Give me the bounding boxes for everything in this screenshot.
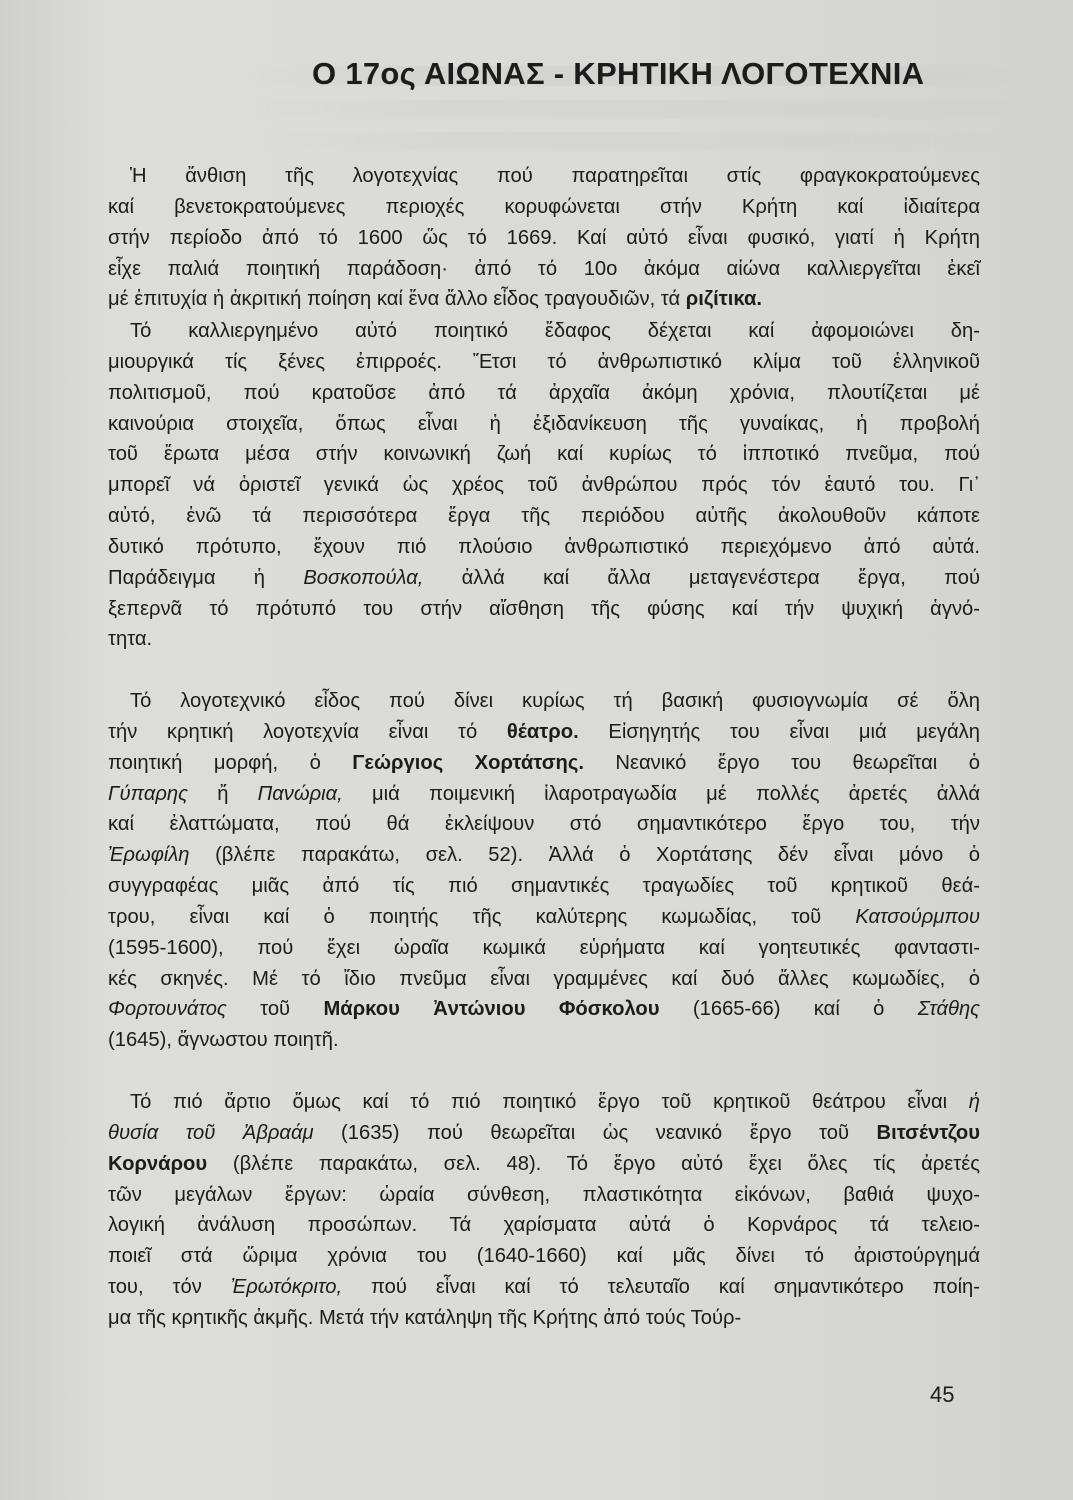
text-line — [108, 378, 980, 409]
italic-text: Πανώρια, — [257, 782, 343, 805]
text-run: καί ἐλαττώματα, πού θά ἐκλείψουν στό σημαντικότερο ἔργο του, τήν — [108, 813, 980, 836]
italic-text: Φορτουνάτος — [108, 998, 227, 1021]
bold-text: Γεώργιος Χορτάτσης. — [352, 751, 584, 774]
italic-text: ἡ — [968, 1091, 980, 1113]
text-line — [108, 964, 980, 995]
text-line — [108, 871, 980, 902]
text-run: εἶχε παλιά ποιητική παράδοση· ἀπό τό 10ο ἀκόμα αἰώνα καλλιεργεῖται ἐκεῖ — [108, 257, 980, 280]
text-line — [108, 779, 980, 810]
italic-text: Στάθης — [917, 998, 980, 1021]
text-run: μα τῆς κρητικῆς ἀκμῆς. Μετά τήν κατάληψη τῆς Κρήτης ἀπό τούς Τούρ- — [108, 1306, 742, 1329]
text-line — [108, 223, 980, 254]
text-run: του, τόν — [108, 1276, 231, 1299]
text-run: (βλέπε παρακάτω, σελ. 48). Τό ἔργο αὐτό ἔχει ὅλες τίς ἀρετές — [207, 1152, 980, 1175]
bold-text: Κορνάρου — [108, 1152, 208, 1175]
text-run: τήν κρητική λογοτεχνία εἶναι τό — [108, 720, 507, 743]
text-run: τητα. — [108, 628, 153, 651]
text-line — [108, 409, 980, 440]
italic-text: Ἐρωτόκριτο, — [230, 1276, 343, 1299]
text-line — [108, 594, 980, 625]
italic-text: Γύπαρης — [108, 782, 188, 805]
text-line — [108, 624, 980, 655]
text-run: ποιητική μορφή, ὁ — [108, 751, 353, 774]
text-line — [108, 254, 980, 285]
text-run: μιουργικά τίς ξένες ἐπιρροές. Ἔτσι τό ἀνθρωπιστικό κλίμα τοῦ ἑλληνικοῦ — [108, 350, 980, 373]
text-line — [108, 1025, 980, 1056]
paragraph-influences — [108, 316, 980, 655]
text-line — [108, 1303, 980, 1334]
text-line — [108, 748, 980, 779]
text-line — [108, 532, 980, 563]
text-run: Παράδειγμα ἡ — [108, 566, 304, 589]
italic-text: Ἐρωφίλη — [108, 844, 190, 867]
text-run: συγγραφέας μιᾶς ἀπό τίς πιό σημαντικές τραγωδίες τοῦ κρητικοῦ θεά- — [108, 875, 980, 898]
text-line — [108, 1149, 980, 1180]
text-line — [108, 192, 980, 223]
text-run: πολιτισμοῦ, πού κρατοῦσε ἀπό τά ἀρχαῖα ἀκόμη χρόνια, πλουτίζεται μέ — [108, 381, 980, 404]
text-line — [108, 316, 980, 347]
bold-text: Βιτσέντζου — [876, 1121, 980, 1144]
italic-text: θυσία τοῦ Ἀβραάμ — [108, 1121, 314, 1144]
text-run: στήν περίοδο ἀπό τό 1600 ὥς τό 1669. Καί αὐτό εἶναι φυσικό, γιατί ἡ Κρήτη — [108, 226, 980, 249]
paragraph-theatre — [108, 686, 980, 1056]
text-line — [108, 161, 980, 192]
text-line — [108, 501, 980, 532]
text-line — [108, 284, 980, 315]
text-line — [108, 902, 980, 933]
bold-text: ριζίτικα. — [685, 288, 763, 311]
text-line — [108, 1210, 980, 1241]
text-run: (βλέπε παρακάτω, σελ. 52). Ἀλλά ὁ Χορτάτσης δέν εἶναι μόνο ὁ — [189, 844, 980, 867]
text-line — [108, 933, 980, 964]
text-line — [108, 1241, 980, 1272]
text-run: Τό λογοτεχνικό εἶδος πού δίνει κυρίως τή βασική φυσιογνωμία σέ ὅλη — [130, 690, 980, 712]
text-run: (1595-1600), πού ἔχει ὡραῖα κωμικά εὑρήματα καί γοητευτικές φανταστι- — [108, 936, 980, 959]
text-line — [108, 840, 980, 871]
text-run: μέ ἐπιτυχία ἡ ἀκριτική ποίηση καί ἕνα ἄλλο εἶδος τραγουδιῶν, τά — [108, 288, 686, 311]
text-line — [108, 717, 980, 748]
text-run: Τό καλλιεργημένο αὐτό ποιητικό ἔδαφος δέχεται καί ἀφομοιώνει δη- — [130, 320, 980, 342]
italic-text: Κατσούρμπου — [855, 905, 980, 928]
text-run: ἤ — [187, 782, 258, 805]
text-run: τρου, εἶναι καί ὁ ποιητής τῆς καλύτερης κωμωδίας, τοῦ — [108, 905, 856, 928]
text-run: λογική ἀνάλυση προσώπων. Τά χαρίσματα αὐτά ὁ Κορνάρος τά τελειο- — [108, 1214, 980, 1237]
text-run: καινούρια στοιχεῖα, ὅπως εἶναι ἡ ἐξιδανίκευση τῆς γυναίκας, ἡ προβολή — [108, 412, 980, 435]
text-run: καί βενετοκρατούμενες περιοχές κορυφώνεται στήν Κρήτη καί ἰδιαίτερα — [108, 195, 980, 218]
text-line — [108, 994, 980, 1025]
text-run: ἀλλά καί ἄλλα μεταγενέστερα ἔργα, πού — [423, 566, 981, 589]
text-run: (1645), ἄγνωστου ποιητῆ. — [108, 1029, 339, 1052]
text-line — [108, 1272, 980, 1303]
text-run: μιά ποιμενική ἱλαροτραγωδία μέ πολλές ἀρετές ἀλλά — [342, 782, 980, 805]
text-line — [108, 470, 980, 501]
paragraph-intro — [108, 161, 980, 315]
text-line — [108, 1087, 980, 1118]
text-run: (1665-66) καί ὁ — [659, 998, 918, 1021]
italic-text: Βοσκοπούλα, — [303, 566, 424, 589]
bold-text: Μάρκου Ἀντώνιου Φόσκολου — [323, 998, 660, 1021]
text-line — [108, 1180, 980, 1211]
text-run: μπορεῖ νά ὁριστεῖ γενικά ὡς χρέος τοῦ ἀνθρώπου πρός τόν ἑαυτό του. Γι᾽ — [108, 474, 980, 497]
text-run: Εἰσηγητής του εἶναι μιά μεγάλη — [578, 720, 980, 743]
text-run: Νεανικό ἔργο του θεωρεῖται ὁ — [583, 751, 980, 774]
text-run: Ἡ ἄνθιση τῆς λογοτεχνίας πού παρατηρεῖται στίς φραγκοκρατούμενες — [130, 165, 980, 187]
text-line — [108, 439, 980, 470]
bold-text: θέατρο. — [506, 720, 579, 743]
text-line — [108, 686, 980, 717]
text-run: αὐτό, ἐνῶ τά περισσότερα ἔργα τῆς περιόδου αὐτῆς ἀκολουθοῦν κάποτε — [108, 505, 980, 528]
paragraph-kornaros — [108, 1087, 980, 1334]
text-run: δυτικό πρότυπο, ἔχουν πιό πλούσιο ἀνθρωπιστικό περιεχόμενο ἀπό αὐτά. — [108, 535, 980, 558]
text-run: τοῦ — [226, 998, 324, 1021]
page-title: Ο 17ος ΑΙΩΝΑΣ - ΚΡΗΤΙΚΗ ΛΟΓΟΤΕΧΝΙΑ — [312, 56, 925, 91]
text-run: τοῦ ἔρωτα μέσα στήν κοινωνική ζωή καί κυρίως τό ἱπποτικό πνεῦμα, πού — [108, 443, 980, 466]
text-line — [108, 809, 980, 840]
text-run: τῶν μεγάλων ἔργων: ὡραία σύνθεση, πλαστικότητα εἰκόνων, βαθιά ψυχο- — [108, 1183, 980, 1206]
text-run: ποιεῖ στά ὥριμα χρόνια του (1640-1660) καί μᾶς δίνει τό ἀριστούργημά — [108, 1245, 980, 1268]
text-run: Τό πιό ἄρτιο ὅμως καί τό πιό ποιητικό ἔργο τοῦ κρητικοῦ θεάτρου εἶναι — [130, 1091, 969, 1113]
text-line — [108, 563, 980, 594]
page-number: 45 — [930, 1382, 955, 1407]
text-line — [108, 1118, 980, 1149]
text-run: πού εἶναι καί τό τελευταῖο καί σημαντικότερο ποίη- — [342, 1276, 980, 1299]
text-run: (1635) πού θεωρεῖται ὡς νεανικό ἔργο τοῦ — [313, 1121, 877, 1144]
text-run: ξεπερνᾶ τό πρότυπό του στήν αἴσθηση τῆς φύσης καί τήν ψυχική ἁγνό- — [108, 597, 980, 620]
text-run: κές σκηνές. Μέ τό ἴδιο πνεῦμα εἶναι γραμμένες καί δυό ἄλλες κωμωδίες, ὁ — [108, 967, 980, 990]
text-line — [108, 347, 980, 378]
